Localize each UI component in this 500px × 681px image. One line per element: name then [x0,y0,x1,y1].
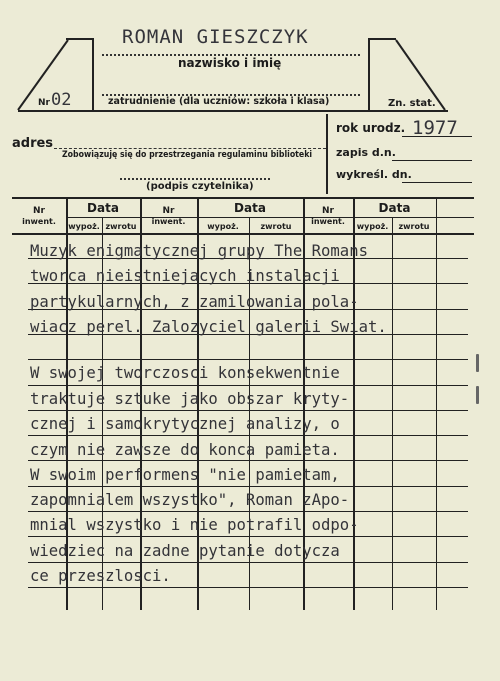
biography-line: wiedziec na zadne pytanie dotycza [30,542,340,560]
signature-label: (podpis czytelnika) [146,181,254,192]
table-row-line [28,486,468,487]
column-issue-label: wypoż. [207,222,239,231]
column-date-label: Data [234,201,266,215]
column-date-label: Data [87,201,119,215]
biography-line: partykularnych, z zamilowania pola- [30,293,359,311]
column-nr-label: Nr [322,206,334,216]
reader-name: ROMAN GIESZCZYK [122,26,309,48]
column-return-label: zwrotu [398,222,430,231]
removal-label: wykreśl. dn. [336,168,412,181]
table-row-line [28,460,468,461]
header-bottom-line [18,110,448,112]
column-date-label: Data [378,201,411,215]
birth-year-label: rok urodz. [336,121,406,135]
biography-line: W swojej tworczosci konsekwentnie [30,364,340,382]
column-nr-label: Nr [162,206,175,216]
name-label: nazwisko i imię [178,56,282,70]
table-top-border [12,197,474,199]
header-right-divider [368,38,370,112]
number-value: 02 [51,90,72,110]
biography-line: wiacz perel. Zalozyciel galerii Swiat. [30,318,387,336]
status-label: Zn. stat. [388,98,436,109]
table-row-line [28,562,468,563]
table-row-line [28,359,468,360]
signature-dotted-line [120,178,270,180]
biography-line: Muzyk enigmatycznej grupy The Romans [30,242,368,260]
column-return-label: zwrotu [105,222,137,231]
table-column-divider [392,217,393,610]
column-issue-label: wypoż. [356,222,389,231]
header-top-line-right [368,38,396,40]
biography-line: ce przeszlosci. [30,567,171,585]
address-dotted-line [54,148,326,149]
table-row-line [28,511,468,512]
table-row-line [28,385,468,386]
biography-line: tworca nieistniejacych instalacji [30,267,340,285]
binder-hole-bottom [476,386,479,404]
biography-line: czym nie zawsze do konca pamieta. [30,441,340,459]
birth-year-underline [402,136,472,137]
table-row-line [28,536,468,537]
number-label: Nr [38,98,50,108]
address-label: adres [12,136,54,151]
table-row-line [28,435,468,436]
table-date-subheader-line [66,217,474,218]
removal-underline [402,182,472,183]
employment-label: zatrudnienie (dla uczniów: szkoła i klasa) [108,96,330,107]
biography-line: zapomnialem wszystko", Roman zApo- [30,491,350,509]
column-nr-sublabel: inwent. [151,217,186,226]
table-header-bottom-border [12,233,474,235]
entry-label: zapis d.n. [336,146,396,159]
column-return-label: zwrotu [260,222,292,231]
entry-underline [392,160,472,161]
biography-line: traktuje sztuke jako obszar kryty- [30,390,350,408]
binder-hole-top [476,354,479,372]
column-nr-sublabel: inwent. [22,217,56,226]
right-box-left-border [326,114,328,194]
regulation-text: Zobowiązuję się do przestrzegania regulaminu biblioteki [62,150,313,160]
biography-line: W swoim performens "nie pamietam, [30,466,340,484]
column-nr-sublabel: inwent. [311,217,345,226]
table-row-line [28,587,468,588]
biography-line: cznej i samokrytycznej analizy, o [30,415,340,433]
biography-line: mnial wszystko i nie potrafil odpo- [30,516,359,534]
column-issue-label: wypoż. [68,222,100,231]
table-row-line [28,410,468,411]
birth-year-value: 1977 [412,117,458,139]
column-nr-label: Nr [33,206,45,216]
